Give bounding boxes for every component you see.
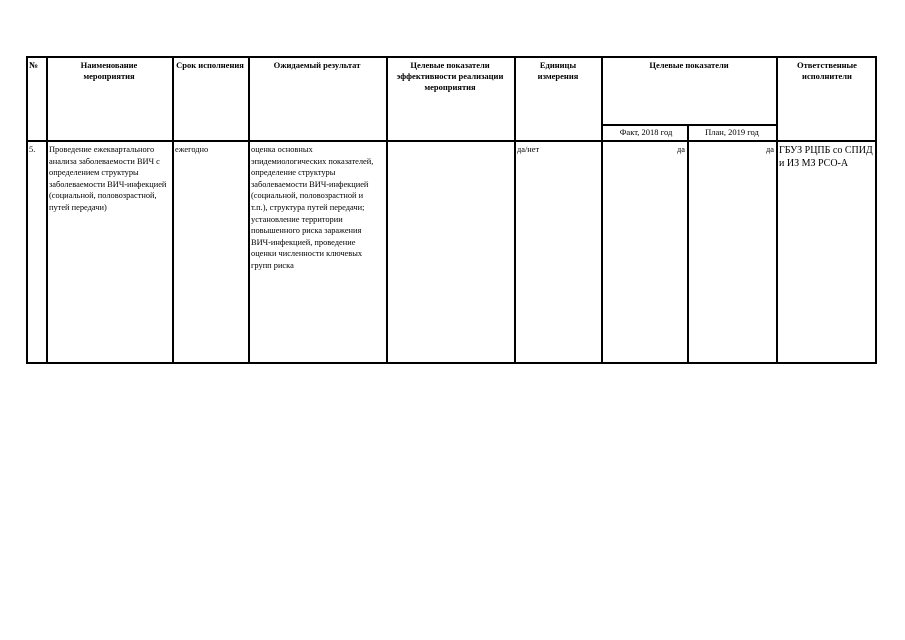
- table-border-bottom: [26, 362, 877, 364]
- row-num: 5.: [29, 145, 36, 154]
- col-divider-5: [514, 56, 516, 364]
- table-border-top: [26, 56, 877, 58]
- col-divider-6: [601, 56, 603, 364]
- row-responsible: ГБУЗ РЦПБ со СПИД и ИЗ МЗ РСО-А: [779, 145, 873, 169]
- header-name: Наименование мероприятия: [80, 60, 138, 82]
- header-responsible: Ответственные исполнители: [797, 60, 857, 82]
- header-fact: Факт, 2018 год: [619, 127, 673, 137]
- header-num: №: [29, 60, 39, 70]
- col-divider-3: [248, 56, 250, 364]
- col-divider-4: [386, 56, 388, 364]
- subheader-divider: [601, 124, 776, 126]
- header-plan: План, 2019 год: [705, 127, 759, 137]
- header-term: Срок исполнения: [176, 60, 244, 70]
- header-indicators: Целевые показатели: [649, 60, 729, 70]
- row-name: Проведение ежеквартального анализа заболеваемости ВИЧ с определением структуры заболеваемости ВИЧ-инфекцией (социальной, половозрастной, путей передачи): [49, 145, 167, 212]
- header-bottom-divider: [26, 140, 877, 142]
- header-units: Единицы измерения: [537, 60, 579, 82]
- measures-table: [26, 56, 877, 364]
- header-expected: Ожидаемый результат: [273, 60, 361, 70]
- table-border-left: [26, 56, 28, 364]
- row-fact: да: [677, 145, 685, 154]
- col-divider-2: [172, 56, 174, 364]
- table-border-right: [875, 56, 877, 364]
- header-indicators-efficiency: Целевые показатели эффективности реализации мероприятия: [396, 60, 504, 93]
- col-divider-1: [46, 56, 48, 364]
- row-units: да/нет: [517, 145, 540, 154]
- row-term: ежегодно: [175, 145, 209, 154]
- row-plan: да: [766, 145, 774, 154]
- col-divider-8: [776, 56, 778, 364]
- col-divider-7: [687, 124, 689, 364]
- row-expected: оценка основных эпидемиологических показателей, определение структуры заболеваемости ВИЧ-инфекцией (социальной, половозрастной и т.п.), структура путей передачи; установление территории повышенного риска заражения ВИЧ-инфекцией, проведение оценки численности ключевых групп риска: [251, 145, 374, 270]
